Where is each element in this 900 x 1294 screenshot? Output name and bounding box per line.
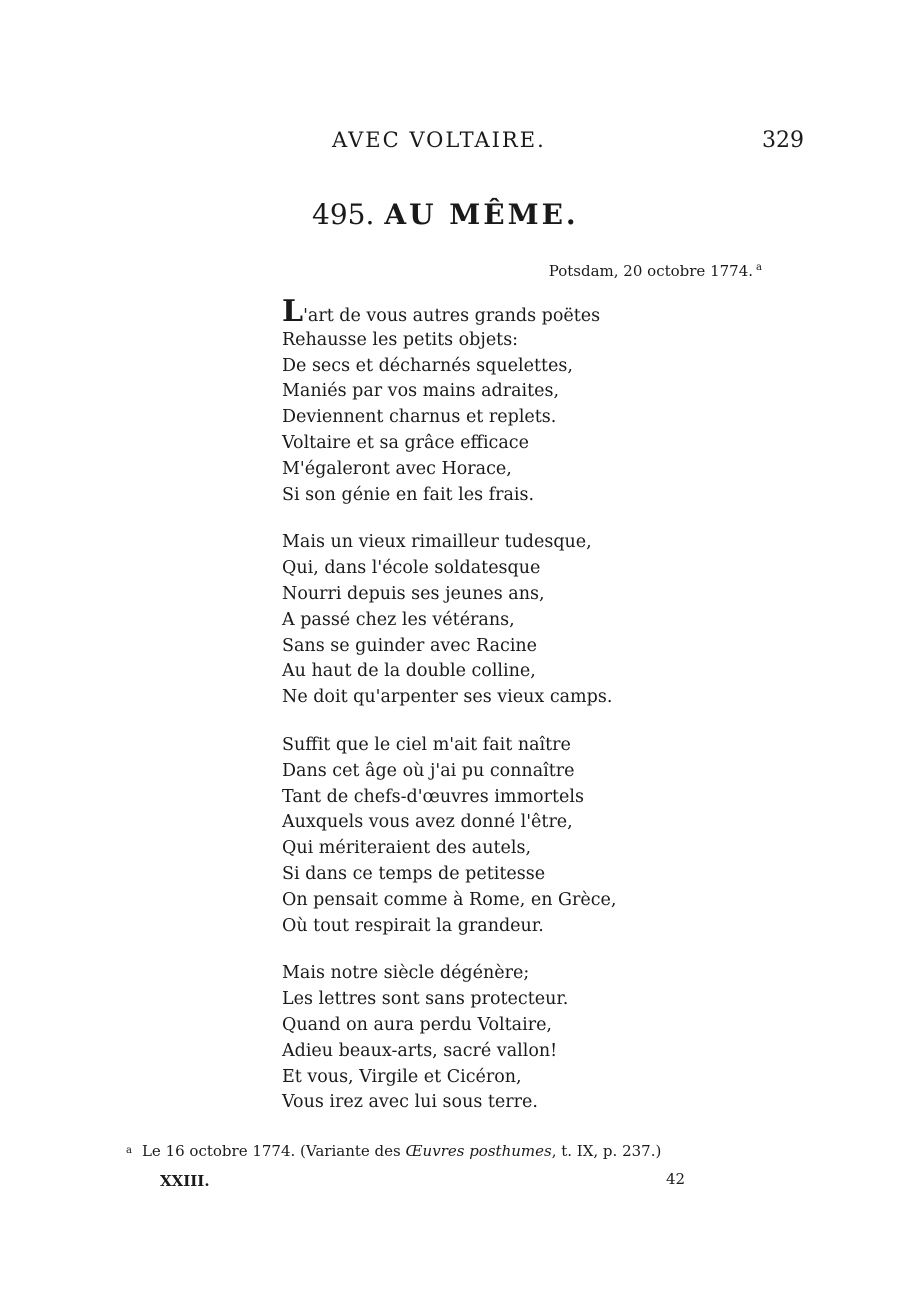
poem-line: Nourri depuis ses jeunes ans, xyxy=(282,583,545,604)
letter-title: AU MÊME. xyxy=(384,198,579,231)
sheet-number: 42 xyxy=(666,1170,686,1188)
page-number: 329 xyxy=(762,128,804,153)
poem-line: Et vous, Virgile et Cicéron, xyxy=(282,1066,522,1087)
poem-line: Mais un vieux rimailleur tudesque, xyxy=(282,532,592,553)
stanza-4 xyxy=(282,961,802,1116)
stanza-1 xyxy=(282,294,802,508)
stanza-3 xyxy=(282,733,802,939)
poem-line: Tant de chefs-d'œuvres immortels xyxy=(282,786,584,807)
poem-line: Maniés par vos mains adraites, xyxy=(282,381,560,402)
footnote-reference: a xyxy=(756,262,762,273)
poem-line xyxy=(282,294,802,329)
poem-line: Si dans ce temps de petitesse xyxy=(282,863,546,884)
poem-line: Mais notre siècle dégénère; xyxy=(282,963,530,984)
poem-line: Adieu beaux-arts, sacré vallon! xyxy=(282,1040,558,1061)
volume-signature: XXIII. xyxy=(160,1172,210,1190)
poem-line: Qui mériteraient des autels, xyxy=(282,838,532,859)
poem-line: Suffit que le ciel m'ait fait naître xyxy=(282,734,571,755)
poem-line: Deviennent charnus et replets. xyxy=(282,407,557,428)
stanza-2 xyxy=(282,530,802,711)
poem-line: Si son génie en fait les frais. xyxy=(282,484,535,505)
poem-line: Voltaire et sa grâce efficace xyxy=(282,432,529,453)
dateline xyxy=(549,262,762,280)
poem-line: Sans se guinder avec Racine xyxy=(282,635,538,656)
poem-line: Auxquels vous avez donné l'être, xyxy=(282,812,573,833)
poem-line: Les lettres sont sans protecteur. xyxy=(282,989,569,1010)
poem-line: Rehausse les petits objets: xyxy=(282,329,519,350)
poem-line: Où tout respirait la grandeur. xyxy=(282,915,544,936)
running-title: AVEC VOLTAIRE. xyxy=(332,128,546,152)
poem-line: Dans cet âge où j'ai pu connaître xyxy=(282,760,575,781)
poem-line: De secs et décharnés squelettes, xyxy=(282,355,573,376)
poem-line: Qui, dans l'école soldatesque xyxy=(282,558,541,579)
drop-cap: L xyxy=(282,294,304,329)
footnote-work-title: Œuvres posthumes xyxy=(405,1142,552,1160)
poem xyxy=(282,294,802,1138)
poem-line: Au haut de la double colline, xyxy=(282,661,536,682)
footnote-text-end: , t. IX, p. 237.) xyxy=(551,1142,662,1160)
poem-line: Ne doit qu'arpenter ses vieux camps. xyxy=(282,687,613,708)
poem-line: M'égaleront avec Horace, xyxy=(282,458,512,479)
poem-line-text: 'art de vous autres grands poëtes xyxy=(303,306,601,326)
letter-number: 495. xyxy=(312,198,375,231)
dateline-text: Potsdam, 20 octobre 1774. xyxy=(548,262,754,280)
footnote-text: Le 16 octobre 1774. (Variante des xyxy=(141,1142,406,1160)
footnote xyxy=(126,1142,661,1160)
footnote-mark: a xyxy=(126,1145,132,1156)
poem-line: A passé chez les vétérans, xyxy=(282,609,515,630)
poem-line: Vous irez avec lui sous terre. xyxy=(282,1092,538,1113)
letter-heading xyxy=(312,198,579,231)
poem-line: On pensait comme à Rome, en Grèce, xyxy=(282,889,617,910)
poem-line: Quand on aura perdu Voltaire, xyxy=(282,1014,552,1035)
